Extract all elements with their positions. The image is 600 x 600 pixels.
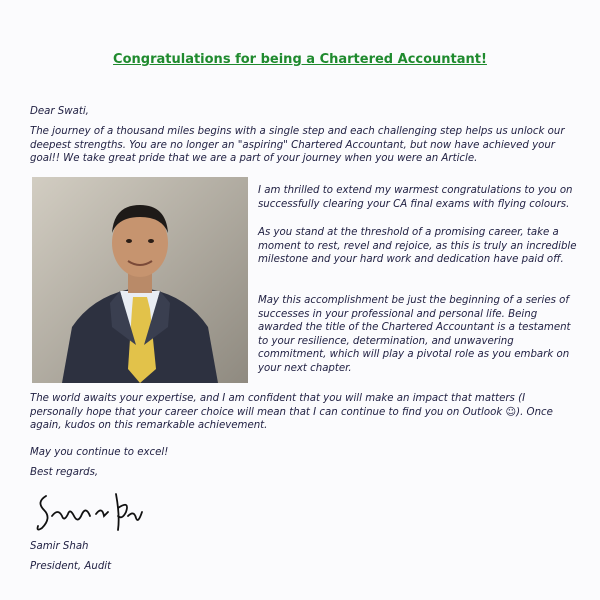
sender-photo — [32, 177, 248, 383]
person-portrait-icon — [32, 177, 248, 383]
sender-name: Samir Shah — [30, 541, 89, 552]
body-paragraph-2: As you stand at the threshold of a promising career, take a moment to rest, revel and rejoice, as this is truly an incredible milestone and your hard work and dedication have paid off. — [258, 227, 577, 266]
body-paragraph-4: The world awaits your expertise, and I am confident that you will make an impact that matters (I personally hope that your career choice will mean that I can continue to find you on Outlook ☺). Once again, kudos on this remarkable achievement. — [30, 393, 553, 432]
handwritten-signature — [34, 486, 144, 536]
intro-paragraph: The journey of a thousand miles begins with a single step and each challenging step helps us unlock our deepest strengths. You are no longer an "aspiring" Chartered Accountant, but now have achieved your goal!! We take great pride that we are a part of your journey when you were an Article. — [30, 126, 565, 165]
letter-title: Congratulations for being a Chartered Accountant! — [113, 52, 487, 67]
body-paragraph-3: May this accomplishment be just the beginning of a series of successes in your professional and personal life. Being awarded the title of the Chartered Accountant is a testament to your resilience, determination, and unwavering commitment, which will play a pivotal role as you embark on your next chapter. — [258, 295, 571, 374]
sender-title: President, Audit — [30, 561, 112, 572]
salutation: Dear Swati, — [30, 106, 89, 117]
closing-line: May you continue to excel! — [30, 447, 169, 458]
sign-off: Best regards, — [30, 467, 99, 478]
body-paragraph-1: I am thrilled to extend my warmest congratulations to you on successfully clearing your CA final exams with flying colours. — [258, 185, 573, 210]
